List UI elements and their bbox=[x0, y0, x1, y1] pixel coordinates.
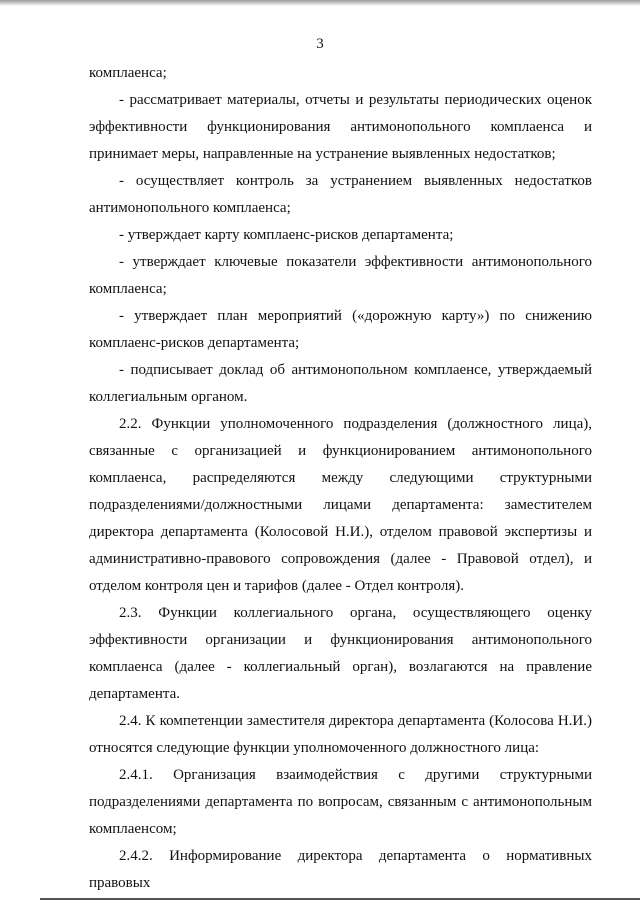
scan-bottom-edge bbox=[40, 898, 640, 900]
paragraph-bullet-risk-map: - утверждает карту комплаенс-рисков департамента; bbox=[119, 227, 454, 243]
paragraph-continuation: комплаенса; bbox=[89, 65, 167, 81]
document-body bbox=[89, 60, 592, 897]
paragraph-bullet-roadmap: - утверждает план мероприятий («дорожную карту») по снижению комплаенс-рисков департамента; bbox=[89, 308, 592, 351]
page-number: 3 bbox=[316, 36, 324, 52]
paragraph-section-2-3: 2.3. Функции коллегиального органа, осуществляющего оценку эффективности организации и функционирования антимонопольного комплаенса (далее - коллегиальный орган), возлагаются на правление департамента. bbox=[89, 605, 592, 702]
paragraph-section-2-4: 2.4. К компетенции заместителя директора департамента (Колосова Н.И.) относятся следующие функции уполномоченного должностного лица: bbox=[89, 713, 592, 756]
paragraph-bullet-kpi: - утверждает ключевые показатели эффективности антимонопольного комплаенса; bbox=[89, 254, 592, 297]
paragraph-bullet-report: - подписывает доклад об антимонопольном комплаенсе, утверждаемый коллегиальным органом. bbox=[89, 362, 592, 405]
paragraph-section-2-4-1: 2.4.1. Организация взаимодействия с другими структурными подразделениями департамента по вопросам, связанным с антимонопольным комплаенсом; bbox=[89, 767, 592, 837]
paragraph-section-2-4-2: 2.4.2. Информирование директора департамента о нормативных правовых bbox=[89, 848, 592, 891]
paragraph-bullet-review: - рассматривает материалы, отчеты и результаты периодических оценок эффективности функционирования антимонопольного комплаенса и принимает меры, направленные на устранение выявленных недостатков; bbox=[89, 92, 592, 162]
paragraph-bullet-control: - осуществляет контроль за устранением выявленных недостатков антимонопольного комплаенса; bbox=[89, 173, 592, 216]
scan-top-edge bbox=[0, 0, 640, 6]
paragraph-section-2-2: 2.2. Функции уполномоченного подразделения (должностного лица), связанные с организацией и функционированием антимонопольного комплаенса, распределяются между следующими структурными подразделениями/должностными лицами департамента: заместителем директора департамента (Колосовой Н.И.), отделом правовой экспертизы и административно-правового сопровождения (далее - Правовой отдел), и отделом контроля цен и тарифов (далее - Отдел контроля). bbox=[89, 416, 592, 594]
